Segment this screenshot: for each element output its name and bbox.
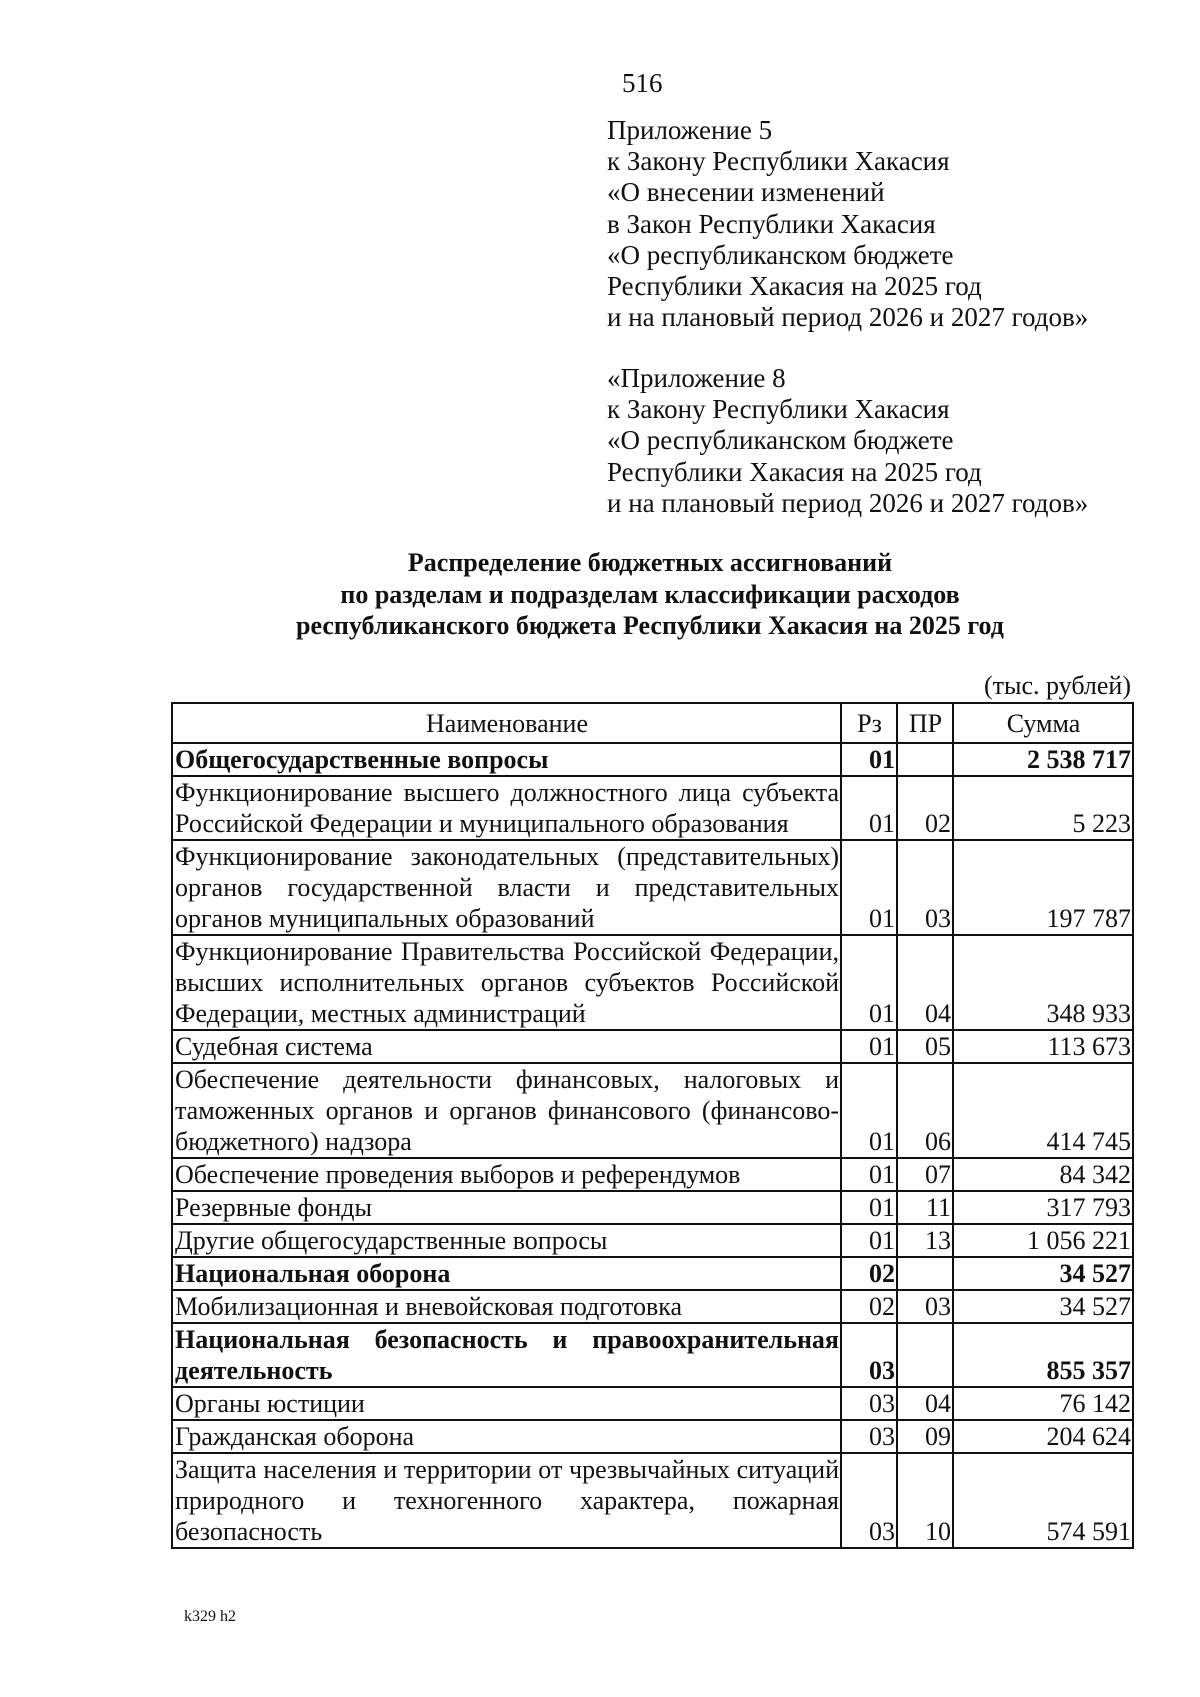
table-row <box>172 840 1133 935</box>
appendix-8-reference <box>607 363 1167 519</box>
appendix-8-line: и на плановый период 2026 и 2027 годов» <box>607 487 1089 518</box>
header-sum: Сумма <box>953 703 1133 743</box>
table-row <box>172 1030 1133 1063</box>
row-rz: 01 <box>841 1224 897 1257</box>
row-pr <box>897 1323 953 1387</box>
row-pr: 09 <box>897 1420 953 1453</box>
page-number: 516 <box>622 68 663 98</box>
row-pr: 02 <box>897 776 953 840</box>
title-line: Распределение бюджетных ассигнований <box>407 548 893 577</box>
row-rz: 01 <box>841 840 897 935</box>
appendix-5-line: и на плановый период 2026 и 2027 годов» <box>607 302 1089 333</box>
title-line: по разделам и подразделам классификации расходов <box>340 579 960 609</box>
table-row <box>172 1191 1133 1224</box>
row-pr: 05 <box>897 1030 953 1063</box>
row-name: Гражданская оборона <box>172 1420 841 1453</box>
section-row <box>172 1323 1133 1387</box>
row-pr: 04 <box>897 935 953 1030</box>
row-pr: 03 <box>897 1290 953 1323</box>
row-name: Защита населения и территории от чрезвычайных ситуаций природного и техногенного характера, пожарная безопасность <box>172 1453 841 1548</box>
appendix-8-line: Республики Хакасия на 2025 год <box>607 456 982 487</box>
table-row <box>172 1063 1133 1158</box>
header-name: Наименование <box>172 703 841 743</box>
row-rz: 02 <box>841 1257 897 1290</box>
row-sum: 2 538 717 <box>953 743 1133 776</box>
row-name: Обеспечение деятельности финансовых, налоговых и таможенных органов и органов финансового (финансово-бюджетного) надзора <box>172 1063 841 1158</box>
row-name: Национальная оборона <box>172 1257 841 1290</box>
row-pr <box>897 1257 953 1290</box>
table-row <box>172 1387 1133 1420</box>
row-pr: 07 <box>897 1158 953 1191</box>
row-rz: 01 <box>841 1191 897 1224</box>
row-sum: 204 624 <box>953 1420 1133 1453</box>
row-name: Органы юстиции <box>172 1387 841 1420</box>
row-sum: 34 527 <box>953 1290 1133 1323</box>
appendix-5-line: Республики Хакасия на 2025 год <box>607 270 982 301</box>
table-row <box>172 1158 1133 1191</box>
appendix-5-reference <box>607 115 1167 333</box>
row-pr: 06 <box>897 1063 953 1158</box>
row-pr: 03 <box>897 840 953 935</box>
footer-code: k329 h2 <box>184 1608 236 1625</box>
row-rz: 01 <box>841 1158 897 1191</box>
row-name: Судебная система <box>172 1030 841 1063</box>
row-rz: 01 <box>841 743 897 776</box>
row-sum: 317 793 <box>953 1191 1133 1224</box>
table-row <box>172 1290 1133 1323</box>
header-pr: ПР <box>897 703 953 743</box>
unit-note: (тыс. рублей) <box>983 671 1131 700</box>
row-name: Функционирование высшего должностного лица субъекта Российской Федерации и муниципального образования <box>172 776 841 840</box>
table-row <box>172 1224 1133 1257</box>
row-sum: 574 591 <box>953 1453 1133 1548</box>
row-sum: 414 745 <box>953 1063 1133 1158</box>
table-header-row <box>172 703 1133 743</box>
row-name: Национальная безопасность и правоохранительная деятельность <box>172 1323 841 1387</box>
header-rz: Рз <box>841 703 897 743</box>
row-rz: 01 <box>841 1063 897 1158</box>
row-rz: 01 <box>841 935 897 1030</box>
row-name: Функционирование Правительства Российской Федерации, высших исполнительных органов субъектов Российской Федерации, местных администраций <box>172 935 841 1030</box>
row-sum: 34 527 <box>953 1257 1133 1290</box>
row-name: Функционирование законодательных (представительных) органов государственной власти и представительных органов муниципальных образований <box>172 840 841 935</box>
appendix-8-line: «О республиканском бюджете <box>607 425 954 456</box>
row-name: Мобилизационная и вневойсковая подготовка <box>172 1290 841 1323</box>
row-sum: 113 673 <box>953 1030 1133 1063</box>
row-pr: 13 <box>897 1224 953 1257</box>
row-sum: 855 357 <box>953 1323 1133 1387</box>
table-row <box>172 776 1133 840</box>
table-body <box>172 743 1133 1548</box>
appendix-8-line: к Закону Республики Хакасия <box>607 394 950 425</box>
row-rz: 03 <box>841 1323 897 1387</box>
title-line: республиканского бюджета Республики Хакасия на 2025 год <box>296 611 1004 640</box>
row-sum: 348 933 <box>953 935 1133 1030</box>
appendix-8-line: «Приложение 8 <box>607 363 786 393</box>
row-rz: 01 <box>841 776 897 840</box>
appendix-5-line: «О внесении изменений <box>607 177 885 208</box>
row-sum: 5 223 <box>953 776 1133 840</box>
row-rz: 03 <box>841 1420 897 1453</box>
row-name: Обеспечение проведения выборов и референдумов <box>172 1158 841 1191</box>
document-title <box>170 547 1130 642</box>
appendix-5-line: в Закон Республики Хакасия <box>607 208 936 239</box>
row-name: Другие общегосударственные вопросы <box>172 1224 841 1257</box>
row-sum: 197 787 <box>953 840 1133 935</box>
row-name: Общегосударственные вопросы <box>172 743 841 776</box>
row-pr: 04 <box>897 1387 953 1420</box>
row-name: Резервные фонды <box>172 1191 841 1224</box>
row-pr <box>897 743 953 776</box>
section-row <box>172 1257 1133 1290</box>
budget-allocation-table <box>171 702 1134 1549</box>
appendix-5-line: «О республиканском бюджете <box>607 239 954 270</box>
row-sum: 84 342 <box>953 1158 1133 1191</box>
row-pr: 10 <box>897 1453 953 1548</box>
table-row <box>172 1453 1133 1548</box>
row-sum: 1 056 221 <box>953 1224 1133 1257</box>
appendix-5-line: к Закону Республики Хакасия <box>607 146 950 177</box>
row-rz: 03 <box>841 1453 897 1548</box>
row-rz: 01 <box>841 1030 897 1063</box>
appendix-5-line: Приложение 5 <box>607 115 773 145</box>
row-sum: 76 142 <box>953 1387 1133 1420</box>
row-pr: 11 <box>897 1191 953 1224</box>
table-row <box>172 1420 1133 1453</box>
row-rz: 02 <box>841 1290 897 1323</box>
section-row <box>172 743 1133 776</box>
table-row <box>172 935 1133 1030</box>
row-rz: 03 <box>841 1387 897 1420</box>
